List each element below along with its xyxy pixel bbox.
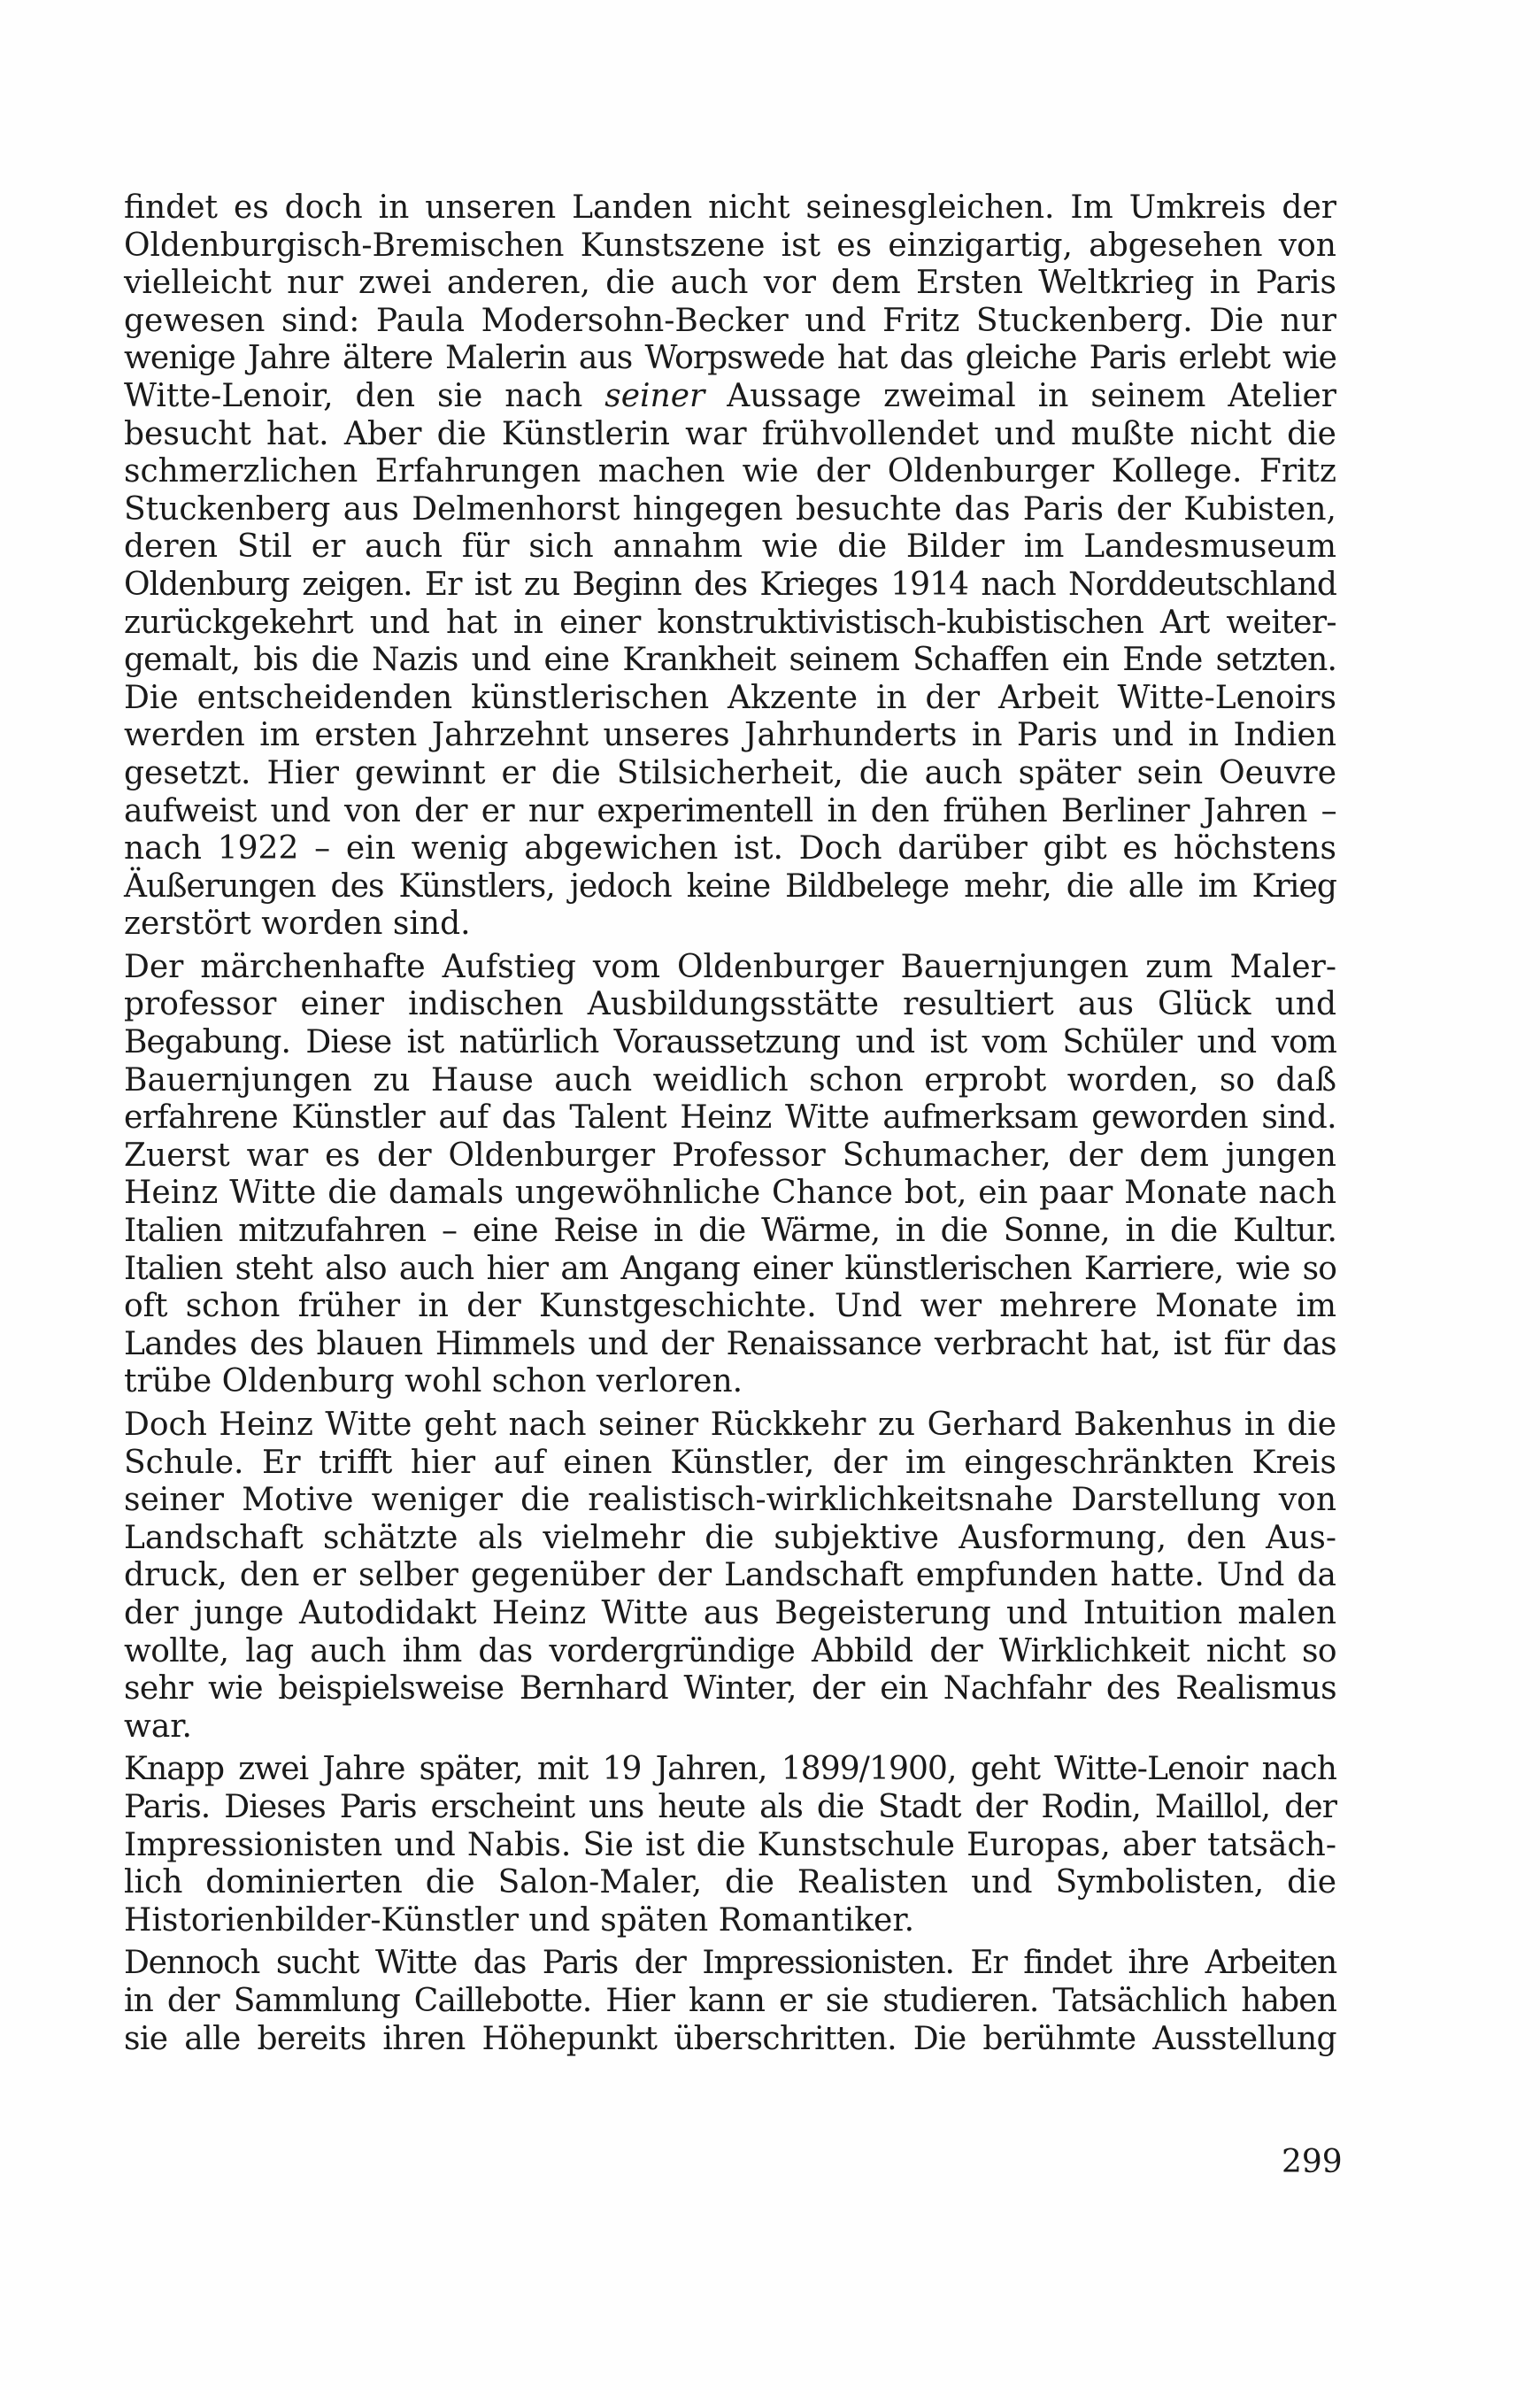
- text-line: Doch Heinz Witte geht nach seiner Rückkehr zu Gerhard Bakenhus in die: [124, 1407, 1336, 1443]
- text-line: Landes des blauen Himmels und der Renaissance verbracht hat, ist für das: [124, 1325, 1336, 1362]
- text-line: Historienbilder-Künstler und späten Romantiker.: [124, 1901, 915, 1939]
- text-line: oft schon früher in der Kunstgeschichte. Und wer mehrere Monate im: [124, 1288, 1336, 1325]
- body-text: [124, 189, 1336, 2058]
- paragraph: [124, 1407, 1336, 1746]
- text-line: gesetzt. Hier gewinnt er die Stilsicherheit, die auch später sein Oeuvre: [124, 754, 1336, 791]
- text-line: lich dominierten die Salon-Maler, die Realisten und Symbolisten, die: [124, 1864, 1336, 1901]
- text-segment: Aussage zweimal in seinem Atelier: [705, 377, 1336, 414]
- text-line: wollte, lag auch ihm das vordergründige Abbild der Wirklichkeit nicht so: [124, 1632, 1336, 1669]
- text-line: Äußerungen des Künstlers, jedoch keine Bildbelege mehr, die alle im Krieg: [124, 867, 1336, 905]
- text-line: der junge Autodidakt Heinz Witte aus Begeisterung und Intuition malen: [124, 1594, 1336, 1631]
- text-line: wenige Jahre ältere Malerin aus Worpswede hat das gleiche Paris erlebt wie: [124, 340, 1336, 377]
- emphasized-word: seiner: [604, 377, 705, 414]
- text-line: gemalt, bis die Nazis und eine Krankheit seinem Schaffen ein Ende setzten.: [124, 642, 1336, 679]
- text-line: vielleicht nur zwei anderen, die auch vor dem Ersten Weltkrieg in Paris: [124, 265, 1336, 302]
- text-line: trübe Oldenburg wohl schon verloren.: [124, 1363, 743, 1400]
- text-line: Heinz Witte die damals ungewöhnliche Chance bot, ein paar Monate nach: [124, 1175, 1336, 1212]
- text-line: gewesen sind: Paula Modersohn-Becker und Fritz Stuckenberg. Die nur: [124, 302, 1336, 339]
- paragraph: [124, 189, 1336, 944]
- text-line: nach 1922 – ein wenig abgewichen ist. Doch darüber gibt es höchstens: [124, 830, 1336, 867]
- text-line: Italien mitzufahren – eine Reise in die Wärme, in die Sonne, in die Kultur.: [124, 1213, 1336, 1250]
- text-line: Knapp zwei Jahre später, mit 19 Jahren, 1899/1900, geht Witte-Lenoir nach: [124, 1751, 1336, 1788]
- text-line: zerstört worden sind.: [124, 906, 471, 943]
- text-line: Begabung. Diese ist natürlich Voraussetzung und ist vom Schüler und vom: [124, 1024, 1336, 1061]
- text-line: in der Sammlung Caillebotte. Hier kann er sie studieren. Tatsächlich haben: [124, 1982, 1336, 2019]
- paragraph: [124, 949, 1336, 1401]
- text-line: Dennoch sucht Witte das Paris der Impressionisten. Er findet ihre Arbeiten: [124, 1945, 1336, 1982]
- text-line: Paris. Dieses Paris erscheint uns heute als die Stadt der Rodin, Maillol, der: [124, 1788, 1336, 1825]
- text-line: Oldenburg zeigen. Er ist zu Beginn des Krieges 1914 nach Norddeutschland: [124, 566, 1336, 603]
- text-line: werden im ersten Jahrzehnt unseres Jahrhunderts in Paris und in Indien: [124, 717, 1336, 754]
- text-line: Schule. Er trifft hier auf einen Künstler, der im eingeschränkten Kreis: [124, 1444, 1336, 1481]
- page-number: 299: [1282, 2144, 1343, 2180]
- text-line: [124, 378, 1336, 416]
- text-line: sie alle bereits ihren Höhepunkt überschritten. Die berühmte Ausstellung: [124, 2020, 1336, 2057]
- text-line: Bauernjungen zu Hause auch weidlich schon erprobt worden, so daß: [124, 1061, 1336, 1099]
- text-line: druck, den er selber gegenüber der Landschaft empfunden hatte. Und da: [124, 1557, 1336, 1594]
- paragraph: [124, 1751, 1336, 1939]
- text-line: seiner Motive weniger die realistisch-wirklichkeitsnahe Darstellung von: [124, 1482, 1336, 1519]
- text-segment: Witte-Lenoir, den sie nach: [124, 377, 605, 414]
- text-line: Zuerst war es der Oldenburger Professor Schumacher, der dem jungen: [124, 1137, 1336, 1174]
- text-line: erfahrene Künstler auf das Talent Heinz Witte aufmerksam geworden sind.: [124, 1099, 1336, 1137]
- text-line: Landschaft schätzte als vielmehr die subjektive Ausformung, den Aus-: [124, 1519, 1336, 1556]
- text-line: war.: [124, 1708, 192, 1745]
- text-line: deren Stil er auch für sich annahm wie die Bilder im Landesmuseum: [124, 528, 1336, 566]
- text-line: Italien steht also auch hier am Angang einer künstlerischen Karriere, wie so: [124, 1250, 1336, 1287]
- text-line: Stuckenberg aus Delmenhorst hingegen besuchte das Paris der Kubisten,: [124, 490, 1336, 528]
- text-line: aufweist und von der er nur experimentell in den frühen Berliner Jahren –: [124, 792, 1336, 829]
- text-line: Impressionisten und Nabis. Sie ist die Kunstschule Europas, aber tatsäch-: [124, 1826, 1336, 1863]
- text-line: Die entscheidenden künstlerischen Akzente in der Arbeit Witte-Lenoirs: [124, 679, 1336, 716]
- text-line: findet es doch in unseren Landen nicht seinesgleichen. Im Umkreis der: [124, 189, 1336, 226]
- paragraph: [124, 1945, 1336, 2058]
- text-line: schmerzlichen Erfahrungen machen wie der Oldenburger Kollege. Fritz: [124, 453, 1336, 490]
- text-line: Oldenburgisch-Bremischen Kunstszene ist es einzigartig, abgesehen von: [124, 227, 1336, 264]
- text-line: besucht hat. Aber die Künstlerin war frühvollendet und mußte nicht die: [124, 415, 1336, 452]
- text-line: Der märchenhafte Aufstieg vom Oldenburger Bauernjungen zum Maler-: [124, 948, 1336, 985]
- text-line: sehr wie beispielsweise Bernhard Winter, der ein Nachfahr des Realismus: [124, 1670, 1336, 1708]
- text-line: professor einer indischen Ausbildungsstätte resultiert aus Glück und: [124, 986, 1336, 1023]
- text-line: zurückgekehrt und hat in einer konstruktivistisch-kubistischen Art weiter-: [124, 604, 1336, 641]
